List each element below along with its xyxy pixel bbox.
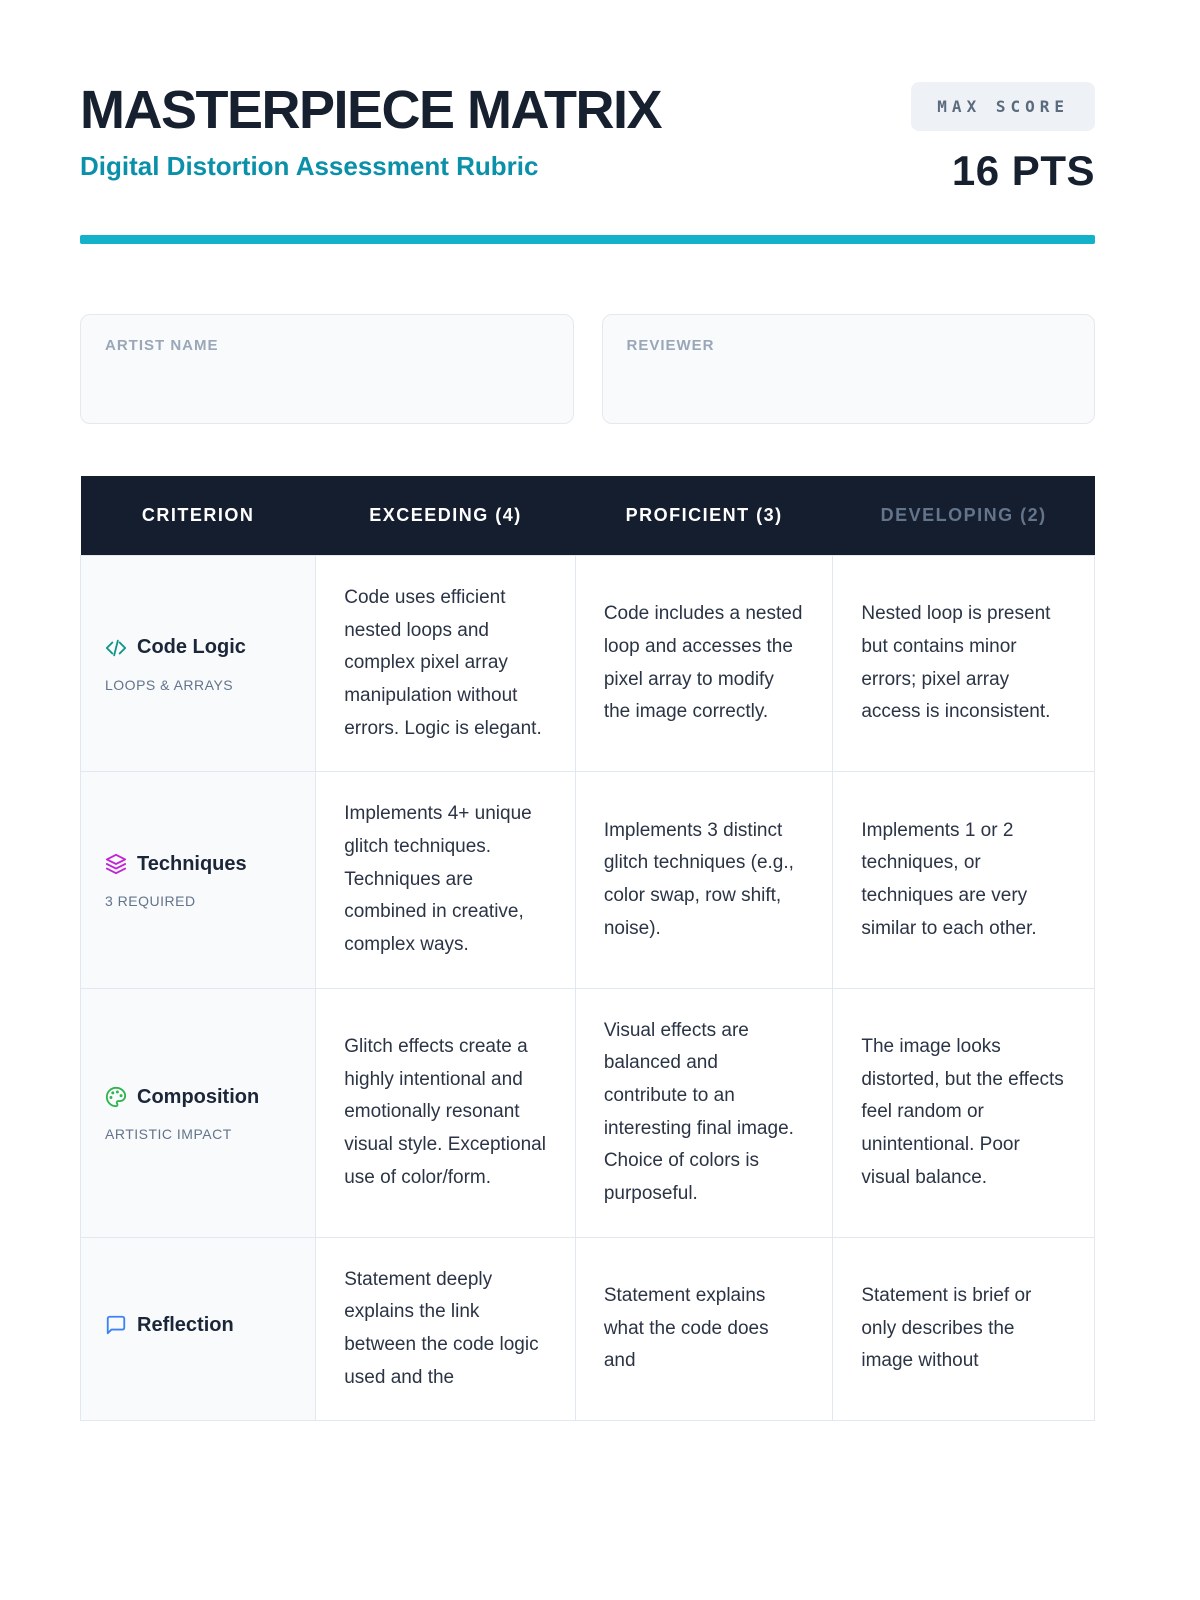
reviewer-label: REVIEWER [626, 337, 715, 354]
criterion-title: Code Logic [137, 636, 246, 659]
cell-developing: Nested loop is present but contains minor errors; pixel array access is inconsistent. [833, 556, 1095, 772]
reviewer-field[interactable] [602, 314, 1096, 424]
cell-exceeding: Code uses efficient nested loops and complex pixel array manipulation without errors. Logic is elegant. [316, 556, 576, 772]
page-subtitle: Digital Distortion Assessment Rubric [80, 150, 539, 181]
page-header [80, 82, 1095, 195]
cell-proficient: Visual effects are balanced and contribute to an interesting final image. Choice of colors is purposeful. [575, 988, 833, 1237]
cell-proficient: Statement explains what the code does and [575, 1237, 833, 1421]
cell-proficient: Code includes a nested loop and accesses the pixel array to modify the image correctly. [575, 556, 833, 772]
column-header-developing: DEVELOPING (2) [833, 476, 1095, 556]
max-score-value: 16 PTS [951, 147, 1095, 194]
fill-in-fields [80, 314, 1095, 424]
criterion-cell [81, 772, 316, 988]
cell-proficient: Implements 3 distinct glitch techniques (e.g., color swap, row shift, noise). [575, 772, 833, 988]
max-score-badge: MAX SCORE [911, 82, 1095, 131]
criterion-title: Composition [137, 1085, 260, 1108]
criterion-subtitle: ARTISTIC IMPACT [105, 1125, 232, 1142]
layers-icon [105, 853, 127, 875]
cell-exceeding: Implements 4+ unique glitch techniques. Techniques are combined in creative, complex ways. [316, 772, 576, 988]
criterion-cell [81, 1237, 316, 1421]
criterion-title: Reflection [137, 1313, 234, 1336]
table-row [81, 772, 1095, 988]
table-header-row [81, 476, 1095, 556]
code-icon [105, 637, 127, 659]
page-title: MASTERPIECE MATRIX [80, 80, 662, 140]
column-header-criterion: CRITERION [81, 476, 316, 556]
table-row [81, 556, 1095, 772]
criterion-cell [81, 988, 316, 1237]
artist-name-label: ARTIST NAME [105, 337, 219, 354]
cell-developing: Statement is brief or only describes the image without [833, 1237, 1095, 1421]
column-header-exceeding: EXCEEDING (4) [316, 476, 576, 556]
table-row [81, 988, 1095, 1237]
criterion-cell [81, 556, 316, 772]
message-icon [105, 1314, 127, 1336]
criterion-subtitle: LOOPS & ARRAYS [105, 676, 234, 693]
criterion-title: Techniques [137, 852, 247, 875]
cell-developing: The image looks distorted, but the effects feel random or unintentional. Poor visual balance. [833, 988, 1095, 1237]
cell-exceeding: Statement deeply explains the link between the code logic used and the [316, 1237, 576, 1421]
artist-name-field[interactable] [80, 314, 574, 424]
cell-developing: Implements 1 or 2 techniques, or techniques are very similar to each other. [833, 772, 1095, 988]
cell-exceeding: Glitch effects create a highly intentional and emotionally resonant visual style. Exceptional use of color/form. [316, 988, 576, 1237]
column-header-proficient: PROFICIENT (3) [575, 476, 833, 556]
accent-divider [80, 235, 1095, 244]
criterion-subtitle: 3 REQUIRED [105, 893, 196, 910]
rubric-table [80, 476, 1095, 1421]
table-row [81, 1237, 1095, 1421]
palette-icon [105, 1086, 127, 1108]
